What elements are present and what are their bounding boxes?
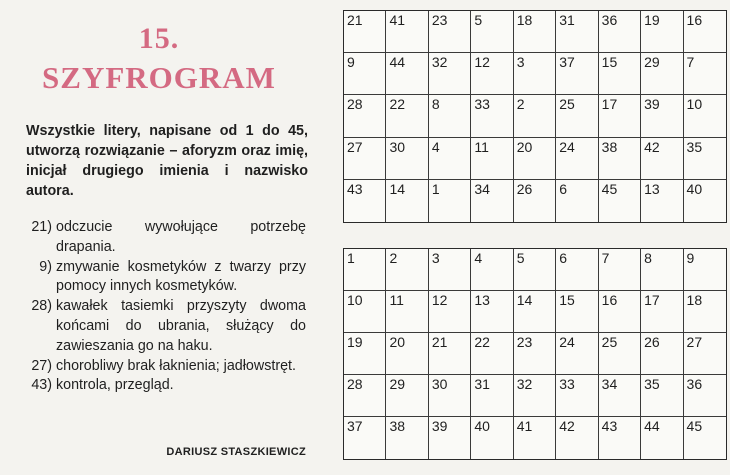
grid-cell[interactable]: 40 — [686, 180, 703, 197]
clue-item — [6, 376, 306, 396]
cipher-grid — [343, 10, 727, 223]
grid-cell[interactable]: 15 — [556, 291, 598, 333]
grid-cell[interactable]: 39 — [429, 417, 471, 459]
grid-cell[interactable]: 17 — [599, 95, 641, 137]
grid-cell[interactable]: 41 — [514, 417, 556, 459]
grid-cell[interactable]: 14 — [514, 291, 556, 333]
grid-cell[interactable]: 29 — [386, 375, 428, 417]
grid-cell[interactable]: 28 — [344, 375, 386, 417]
clue-item — [6, 297, 306, 356]
grid-cell[interactable]: 44 — [386, 53, 428, 95]
grid-cell[interactable]: 17 — [641, 291, 683, 333]
clue-item — [6, 357, 306, 377]
grid-cell[interactable]: 6 — [556, 249, 598, 291]
grid-cell[interactable]: 8 — [429, 95, 471, 137]
grid-cell[interactable]: 18 — [684, 291, 726, 333]
grid-cell[interactable]: 36 — [599, 11, 641, 53]
grid-cell[interactable]: 9 — [684, 249, 726, 291]
puzzle-title: SZYFROGRAM — [42, 60, 276, 95]
grid-cell[interactable]: 23 — [514, 333, 556, 375]
grid-cell[interactable]: 34 — [599, 375, 641, 417]
grid-cell[interactable]: 24 — [556, 333, 598, 375]
grid-cell[interactable]: 26 — [641, 333, 683, 375]
grid-cell[interactable]: 38 — [599, 138, 641, 180]
grid-cell[interactable]: 22 — [471, 333, 513, 375]
clue-text: zmywanie kosmetyków z twarzy przy pomocy innych kosmetyków. — [56, 258, 306, 295]
grid-cell[interactable]: 15 — [599, 53, 641, 95]
grid-cell[interactable]: 1 — [429, 180, 471, 222]
grid-cell[interactable]: 32 — [514, 375, 556, 417]
grid-cell[interactable]: 42 — [556, 417, 598, 459]
grid-cell[interactable]: 7 — [599, 249, 641, 291]
grid-cell[interactable]: 16 — [684, 11, 726, 53]
grid-cell[interactable]: 4 — [471, 249, 513, 291]
grid-cell[interactable]: 27 — [344, 138, 386, 180]
grid-cell[interactable]: 43 — [599, 417, 641, 459]
grid-cell[interactable]: 6 — [556, 180, 598, 222]
grid-cell[interactable]: 26 — [514, 180, 556, 222]
grid-cell[interactable]: 11 — [386, 291, 428, 333]
grid-cell[interactable]: 44 — [641, 417, 683, 459]
clue-number: 43) — [31, 377, 52, 394]
grid-cell[interactable]: 19 — [641, 11, 683, 53]
grid-cell[interactable]: 14 — [386, 180, 428, 222]
grid-cell[interactable]: 11 — [471, 138, 513, 180]
clue-number: 28) — [31, 298, 52, 315]
grid-cell[interactable]: 7 — [684, 53, 726, 95]
grid-cell[interactable]: 12 — [471, 53, 513, 95]
grid-cell[interactable]: 34 — [471, 180, 513, 222]
grid-cell[interactable]: 13 — [471, 291, 513, 333]
grid-cell[interactable]: 5 — [471, 11, 513, 53]
grid-cell[interactable]: 38 — [386, 417, 428, 459]
grid-cell[interactable]: 19 — [344, 333, 386, 375]
grid-cell[interactable]: 25 — [599, 333, 641, 375]
grid-cell[interactable]: 20 — [386, 333, 428, 375]
grid-cell[interactable]: 2 — [514, 95, 556, 137]
grid-cell[interactable]: 20 — [514, 138, 556, 180]
grid-cell[interactable]: 27 — [684, 333, 726, 375]
grid-cell[interactable]: 45 — [599, 180, 641, 222]
grid-cell[interactable]: 25 — [556, 95, 598, 137]
grid-cell[interactable]: 4 — [429, 138, 471, 180]
grid-cell[interactable]: 24 — [556, 138, 598, 180]
clue-number: 27) — [31, 357, 52, 374]
grid-cell[interactable]: 21 — [429, 333, 471, 375]
author-name: DARIUSZ STASZKIEWICZ — [166, 446, 306, 458]
grid-cell[interactable]: 23 — [429, 11, 471, 53]
grid-cell[interactable]: 31 — [471, 375, 513, 417]
grid-cell[interactable]: 36 — [684, 375, 726, 417]
grid-cell[interactable]: 29 — [641, 53, 683, 95]
grid-cell[interactable]: 31 — [556, 11, 598, 53]
clue-number: 21) — [31, 219, 52, 235]
grid-cell[interactable]: 3 — [514, 53, 556, 95]
clue-item — [6, 258, 306, 298]
grid-cell[interactable]: 10 — [344, 291, 386, 333]
grid-cell[interactable]: 28 — [344, 95, 386, 137]
grid-cell[interactable]: 9 — [344, 53, 386, 95]
grid-cell[interactable]: 8 — [641, 249, 683, 291]
grid-cell[interactable]: 30 — [429, 375, 471, 417]
grid-cell[interactable]: 37 — [556, 53, 598, 95]
solution-grid — [343, 248, 727, 460]
grid-cell[interactable]: 39 — [641, 95, 683, 137]
instructions: Wszystkie litery, napisane od 1 do 45, utworzą rozwiązanie – aforyzm oraz imię, inicjał drugiego imienia i nazwisko autora. — [26, 123, 308, 199]
grid-cell[interactable]: 41 — [386, 11, 428, 53]
grid-cell[interactable]: 2 — [386, 249, 428, 291]
clue-text: odczucie wywołujące potrzebę drapania. — [56, 219, 306, 255]
clue-text: kontrola, przegląd. — [56, 377, 174, 394]
clue-list — [6, 218, 306, 396]
grid-cell[interactable]: 13 — [641, 180, 683, 222]
grid-cell[interactable]: 43 — [344, 180, 386, 222]
grid-cell[interactable]: 45 — [686, 418, 703, 434]
grid-cell[interactable]: 16 — [599, 291, 641, 333]
grid-cell[interactable]: 21 — [344, 11, 386, 53]
grid-cell[interactable]: 3 — [429, 249, 471, 291]
grid-cell[interactable]: 18 — [514, 11, 556, 53]
grid-cell[interactable]: 10 — [684, 95, 726, 137]
clue-text: kawałek tasiemki przyszyty dwoma końcami do ubrania, służący do zawieszania go na haku. — [56, 298, 306, 354]
clue-item — [6, 218, 306, 258]
grid-cell[interactable]: 33 — [556, 375, 598, 417]
grid-cell[interactable]: 22 — [386, 95, 428, 137]
grid-cell[interactable]: 42 — [641, 138, 683, 180]
grid-cell[interactable]: 35 — [684, 138, 726, 180]
grid-cell[interactable]: 12 — [429, 291, 471, 333]
clue-text: chorobliwy brak łaknienia; jadłowstręt. — [56, 357, 296, 374]
grid-cell[interactable]: 1 — [344, 249, 386, 291]
grid-cell[interactable]: 32 — [429, 53, 471, 95]
grid-cell[interactable]: 35 — [641, 375, 683, 417]
grid-cell[interactable]: 37 — [344, 417, 386, 459]
grid-cell[interactable]: 30 — [386, 138, 428, 180]
clue-number: 9) — [39, 258, 52, 275]
grid-cell[interactable]: 40 — [471, 417, 513, 459]
puzzle-number: 15. — [138, 22, 180, 55]
grid-cell[interactable]: 5 — [514, 249, 556, 291]
grid-cell[interactable]: 33 — [471, 95, 513, 137]
